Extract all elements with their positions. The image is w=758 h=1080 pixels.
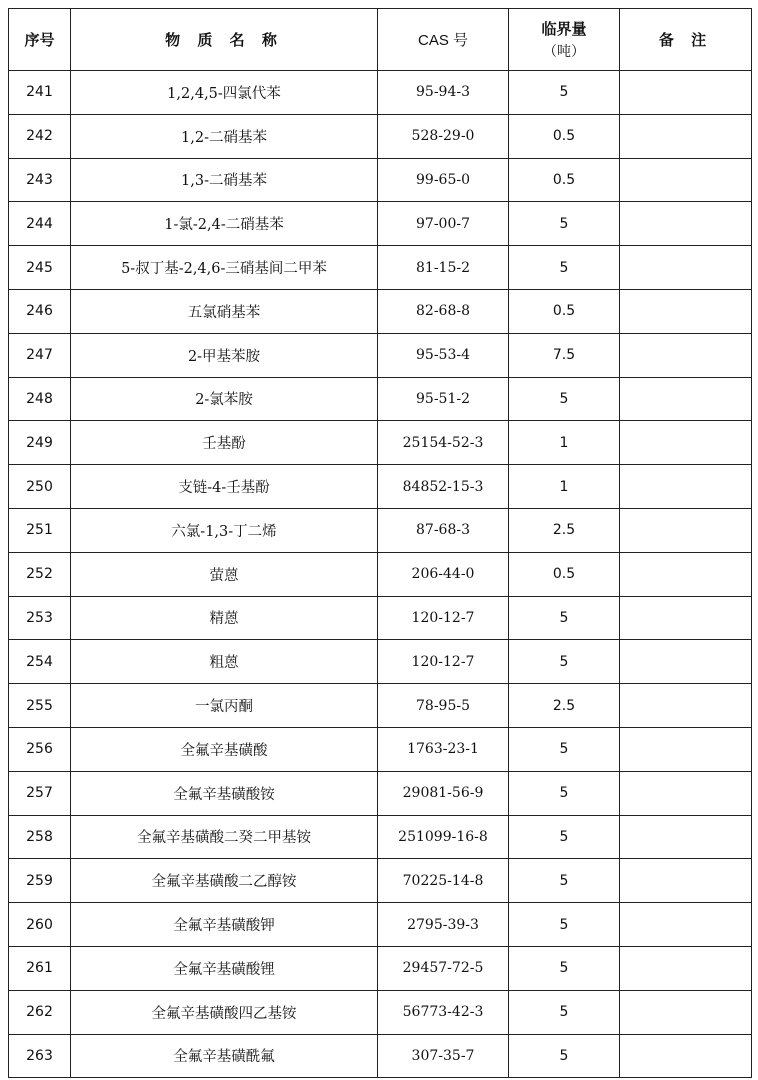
row-substance-name: 1,2,4,5-四氯代苯 [71, 71, 378, 115]
row-substance-name: 2-甲基苯胺 [71, 333, 378, 377]
table-row [9, 946, 752, 990]
row-index: 258 [9, 815, 71, 859]
substance-table [8, 8, 752, 1078]
row-index: 250 [9, 465, 71, 509]
row-remarks [620, 289, 752, 333]
row-substance-name: 全氟辛基磺酸二乙醇铵 [71, 859, 378, 903]
row-threshold-quantity: 5 [509, 246, 620, 290]
row-cas-number: 120-12-7 [378, 640, 509, 684]
row-cas-number: 307-35-7 [378, 1034, 509, 1078]
row-index: 251 [9, 508, 71, 552]
row-remarks [620, 684, 752, 728]
row-threshold-quantity: 7.5 [509, 333, 620, 377]
row-cas-number: 251099-16-8 [378, 815, 509, 859]
row-index: 252 [9, 552, 71, 596]
row-index: 248 [9, 377, 71, 421]
row-remarks [620, 421, 752, 465]
row-cas-number: 206-44-0 [378, 552, 509, 596]
row-cas-number: 95-51-2 [378, 377, 509, 421]
row-cas-number: 2795-39-3 [378, 903, 509, 947]
row-index: 259 [9, 859, 71, 903]
row-threshold-quantity: 5 [509, 771, 620, 815]
row-remarks [620, 377, 752, 421]
row-substance-name: 五氯硝基苯 [71, 289, 378, 333]
table-row [9, 289, 752, 333]
table-row [9, 640, 752, 684]
row-index: 262 [9, 990, 71, 1034]
table-row [9, 158, 752, 202]
row-substance-name: 2-氯苯胺 [71, 377, 378, 421]
table-row [9, 771, 752, 815]
row-substance-name: 壬基酚 [71, 421, 378, 465]
row-cas-number: 56773-42-3 [378, 990, 509, 1034]
row-index: 246 [9, 289, 71, 333]
row-index: 244 [9, 202, 71, 246]
row-cas-number: 95-53-4 [378, 333, 509, 377]
row-threshold-quantity: 5 [509, 903, 620, 947]
row-remarks [620, 727, 752, 771]
row-threshold-quantity: 0.5 [509, 114, 620, 158]
row-threshold-quantity: 5 [509, 815, 620, 859]
table-row [9, 333, 752, 377]
row-cas-number: 29457-72-5 [378, 946, 509, 990]
row-cas-number: 97-00-7 [378, 202, 509, 246]
table-header [9, 9, 752, 71]
row-threshold-quantity: 5 [509, 990, 620, 1034]
row-threshold-quantity: 5 [509, 1034, 620, 1078]
header-row [9, 9, 752, 71]
header-cas: CAS 号 [378, 9, 509, 71]
row-index: 261 [9, 946, 71, 990]
row-threshold-quantity: 5 [509, 202, 620, 246]
row-cas-number: 99-65-0 [378, 158, 509, 202]
row-substance-name: 1,3-二硝基苯 [71, 158, 378, 202]
table-row [9, 727, 752, 771]
row-index: 247 [9, 333, 71, 377]
table-row [9, 552, 752, 596]
table-row [9, 114, 752, 158]
row-remarks [620, 903, 752, 947]
header-remarks: 备 注 [620, 9, 752, 71]
row-cas-number: 25154-52-3 [378, 421, 509, 465]
row-substance-name: 全氟辛基磺酰氟 [71, 1034, 378, 1078]
row-index: 253 [9, 596, 71, 640]
row-index: 257 [9, 771, 71, 815]
row-substance-name: 萤蒽 [71, 552, 378, 596]
row-cas-number: 120-12-7 [378, 596, 509, 640]
row-index: 249 [9, 421, 71, 465]
table-row [9, 71, 752, 115]
row-remarks [620, 114, 752, 158]
row-cas-number: 82-68-8 [378, 289, 509, 333]
row-substance-name: 全氟辛基磺酸铵 [71, 771, 378, 815]
row-remarks [620, 946, 752, 990]
row-substance-name: 全氟辛基磺酸 [71, 727, 378, 771]
table-row [9, 465, 752, 509]
table-row [9, 990, 752, 1034]
row-remarks [620, 508, 752, 552]
row-remarks [620, 990, 752, 1034]
table-body [9, 71, 752, 1078]
table-row [9, 202, 752, 246]
row-cas-number: 95-94-3 [378, 71, 509, 115]
row-cas-number: 84852-15-3 [378, 465, 509, 509]
row-cas-number: 78-95-5 [378, 684, 509, 728]
row-remarks [620, 158, 752, 202]
row-substance-name: 1-氯-2,4-二硝基苯 [71, 202, 378, 246]
table-row [9, 246, 752, 290]
header-name: 物 质 名 称 [71, 9, 378, 71]
header-threshold-label: 临界量 [541, 20, 587, 38]
header-threshold [509, 9, 620, 71]
row-index: 255 [9, 684, 71, 728]
row-substance-name: 全氟辛基磺酸二癸二甲基铵 [71, 815, 378, 859]
table-row [9, 815, 752, 859]
row-remarks [620, 552, 752, 596]
row-substance-name: 支链-4-壬基酚 [71, 465, 378, 509]
row-index: 263 [9, 1034, 71, 1078]
row-threshold-quantity: 5 [509, 859, 620, 903]
header-index: 序号 [9, 9, 71, 71]
row-remarks [620, 815, 752, 859]
row-remarks [620, 465, 752, 509]
row-threshold-quantity: 5 [509, 946, 620, 990]
table-row [9, 421, 752, 465]
row-substance-name: 六氯-1,3-丁二烯 [71, 508, 378, 552]
row-index: 254 [9, 640, 71, 684]
row-substance-name: 5-叔丁基-2,4,6-三硝基间二甲苯 [71, 246, 378, 290]
row-remarks [620, 71, 752, 115]
row-threshold-quantity: 2.5 [509, 508, 620, 552]
row-index: 245 [9, 246, 71, 290]
row-cas-number: 87-68-3 [378, 508, 509, 552]
row-threshold-quantity: 2.5 [509, 684, 620, 728]
table-row [9, 508, 752, 552]
row-remarks [620, 640, 752, 684]
row-cas-number: 70225-14-8 [378, 859, 509, 903]
row-remarks [620, 202, 752, 246]
row-remarks [620, 1034, 752, 1078]
row-remarks [620, 771, 752, 815]
row-substance-name: 粗蒽 [71, 640, 378, 684]
row-index: 243 [9, 158, 71, 202]
row-index: 241 [9, 71, 71, 115]
row-substance-name: 一氯丙酮 [71, 684, 378, 728]
table-row [9, 377, 752, 421]
substance-table-page [8, 8, 751, 1072]
row-threshold-quantity: 1 [509, 465, 620, 509]
table-row [9, 859, 752, 903]
table-row [9, 903, 752, 947]
row-remarks [620, 333, 752, 377]
table-row [9, 1034, 752, 1078]
row-threshold-quantity: 5 [509, 71, 620, 115]
row-substance-name: 全氟辛基磺酸锂 [71, 946, 378, 990]
row-threshold-quantity: 0.5 [509, 158, 620, 202]
row-threshold-quantity: 0.5 [509, 289, 620, 333]
row-index: 256 [9, 727, 71, 771]
row-index: 242 [9, 114, 71, 158]
row-cas-number: 81-15-2 [378, 246, 509, 290]
row-cas-number: 1763-23-1 [378, 727, 509, 771]
row-substance-name: 全氟辛基磺酸钾 [71, 903, 378, 947]
row-threshold-quantity: 5 [509, 377, 620, 421]
table-row [9, 684, 752, 728]
row-remarks [620, 596, 752, 640]
table-row [9, 596, 752, 640]
row-index: 260 [9, 903, 71, 947]
row-substance-name: 全氟辛基磺酸四乙基铵 [71, 990, 378, 1034]
row-substance-name: 1,2-二硝基苯 [71, 114, 378, 158]
row-threshold-quantity: 5 [509, 596, 620, 640]
row-threshold-quantity: 0.5 [509, 552, 620, 596]
row-threshold-quantity: 5 [509, 727, 620, 771]
row-remarks [620, 859, 752, 903]
row-substance-name: 精蒽 [71, 596, 378, 640]
row-threshold-quantity: 5 [509, 640, 620, 684]
header-threshold-unit: （吨） [543, 44, 585, 60]
row-threshold-quantity: 1 [509, 421, 620, 465]
row-cas-number: 29081-56-9 [378, 771, 509, 815]
row-remarks [620, 246, 752, 290]
row-cas-number: 528-29-0 [378, 114, 509, 158]
